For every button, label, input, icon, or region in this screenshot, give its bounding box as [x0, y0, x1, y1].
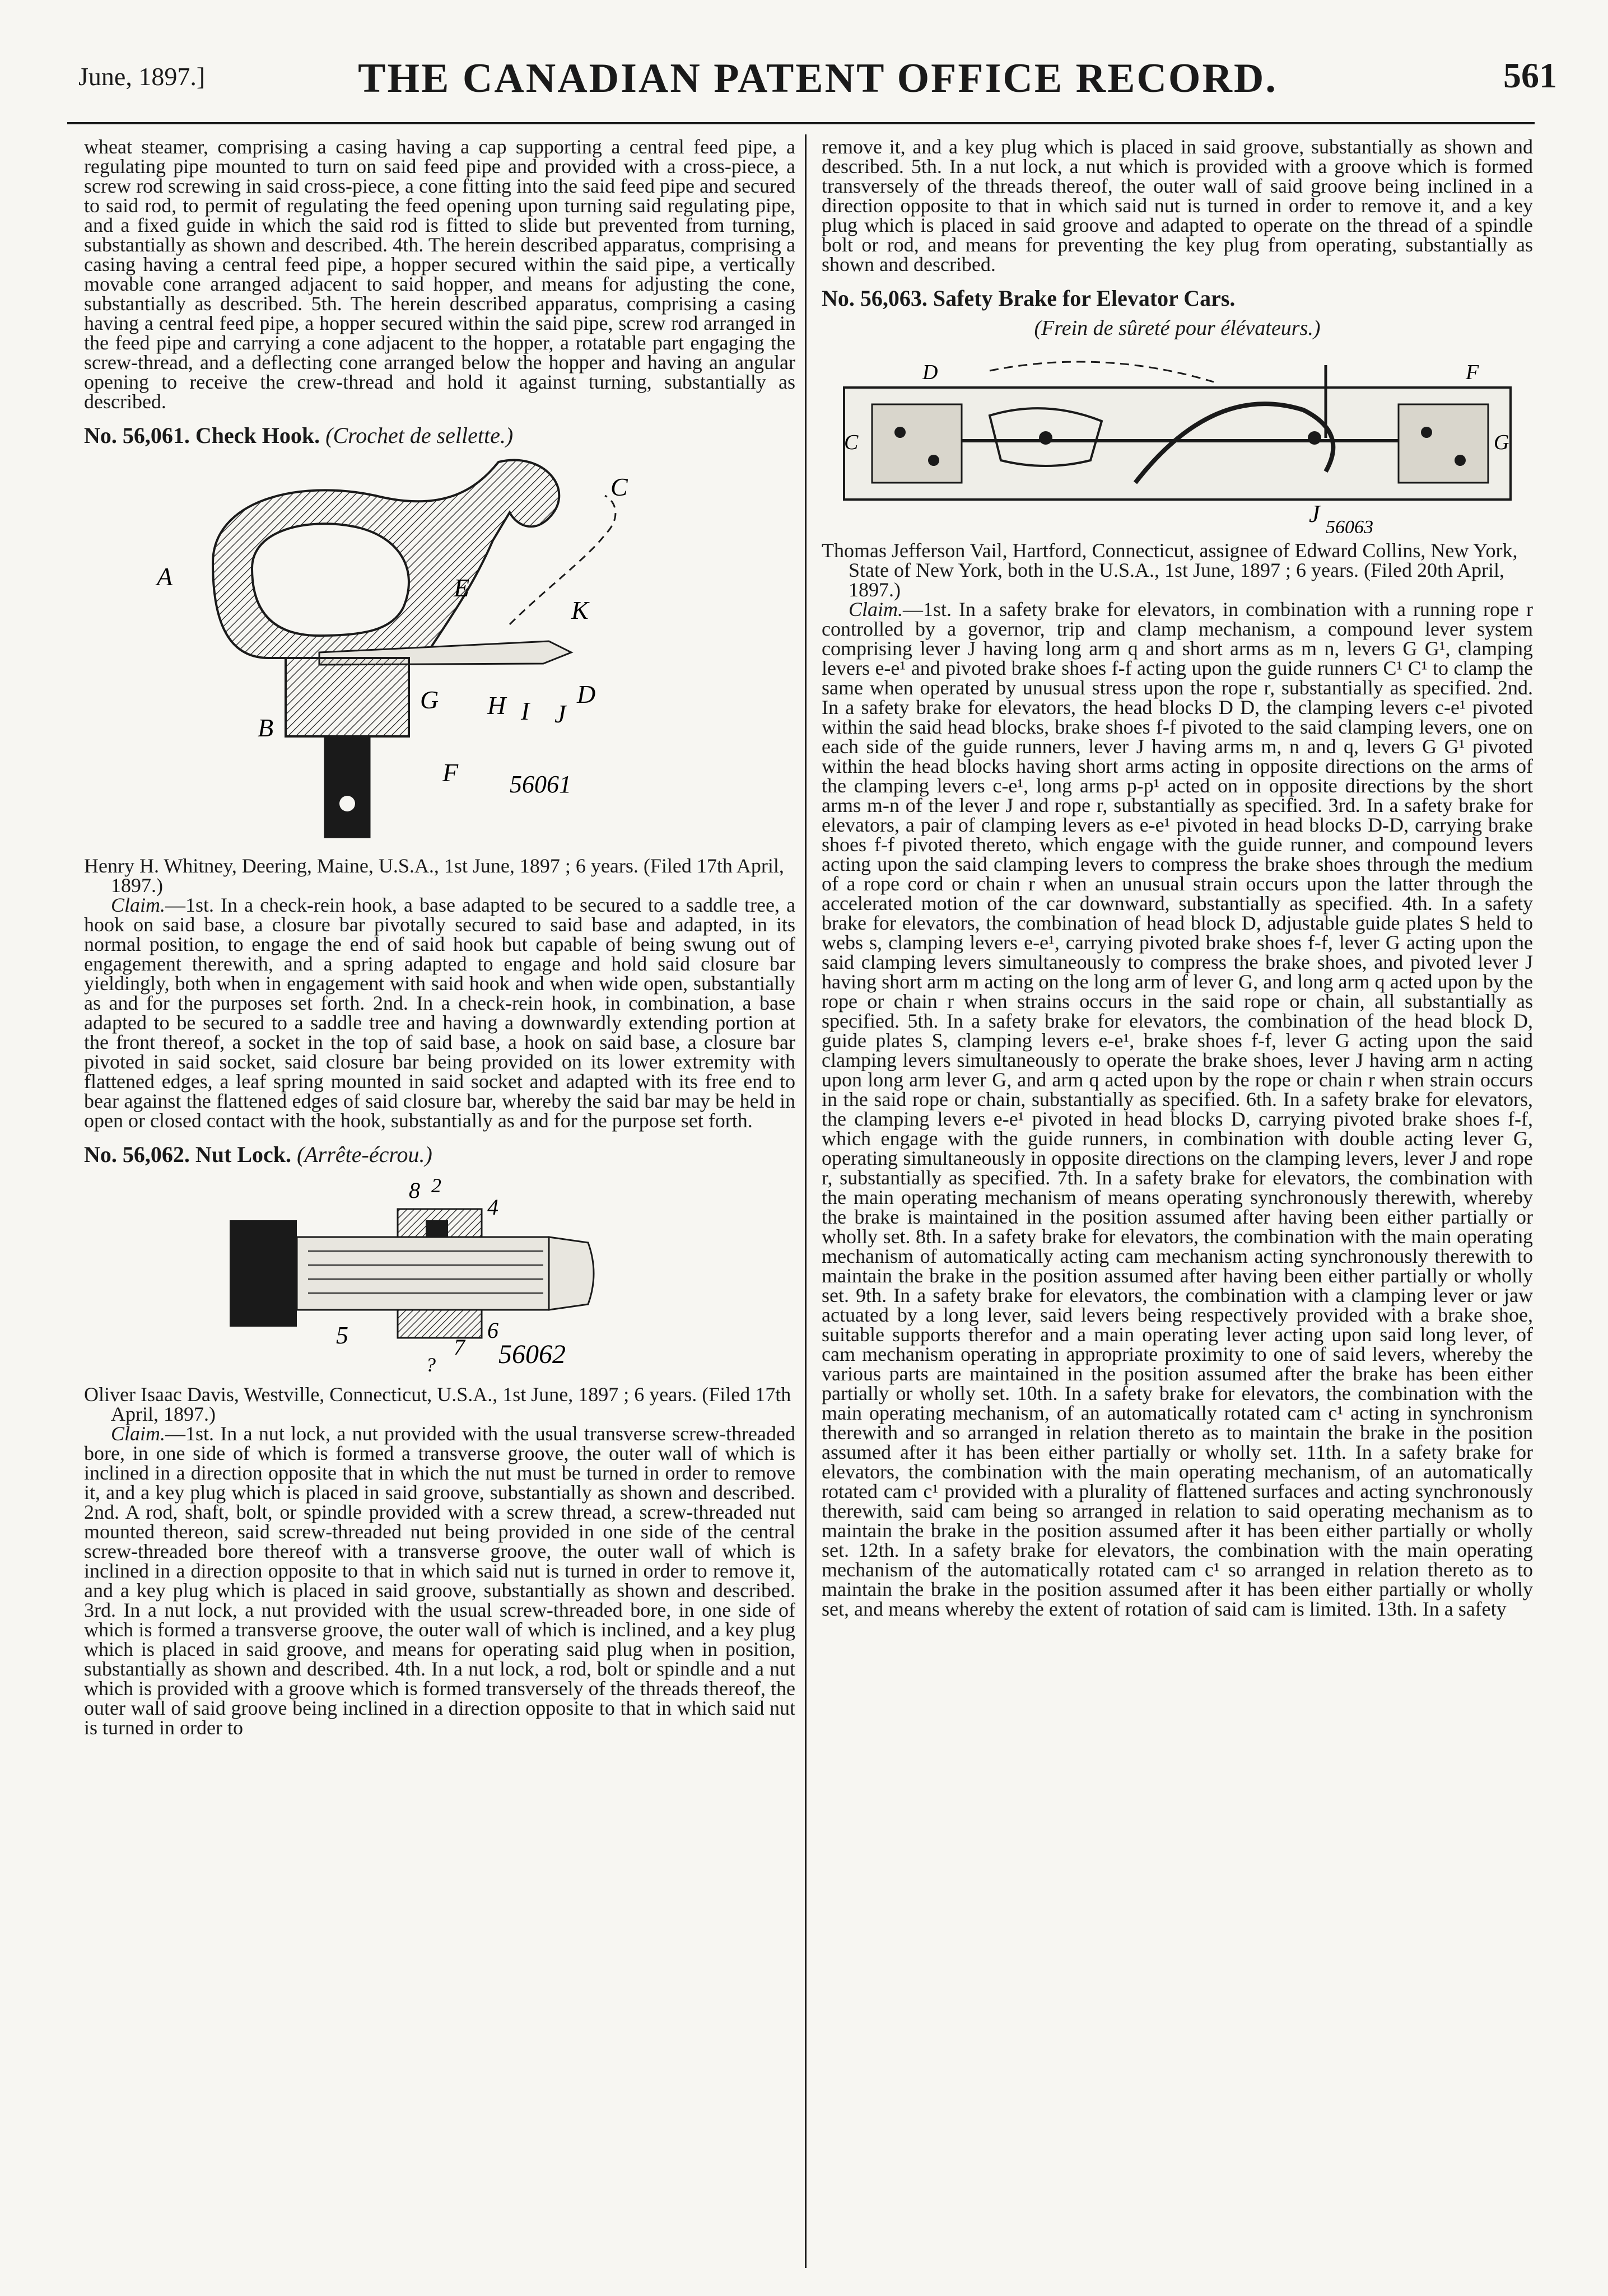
inventor-56061: Henry H. Whitney, Deering, Maine, U.S.A., 1st June, 1897 ; 6 years. (Filed 17th April, 1897.) [84, 855, 784, 897]
check-hook-drawing [84, 456, 795, 848]
fig-label-b: B [258, 713, 274, 742]
patent-56063-heading [822, 286, 1533, 311]
patent-56061-heading [84, 423, 795, 449]
patent-translated-title: (Arrête-écrou.) [297, 1142, 432, 1167]
left-column [84, 137, 795, 1738]
header-rule [67, 122, 1535, 124]
check-hook-figure [84, 456, 795, 848]
fig-label-2: 2 [431, 1175, 441, 1197]
fig-label-i: I [521, 697, 530, 725]
inventor-56063: Thomas Jefferson Vail, Hartford, Connecticut, assignee of Edward Collins, New York, State of New York, both in the U.S.A., 1st June, 1897 ; 6 years. (Filed 20th April, 1897.) [822, 539, 1518, 601]
base-stem-shape [286, 658, 409, 736]
bolt-head-shape [230, 1220, 297, 1327]
patent-number: No. 56,062. [84, 1142, 190, 1167]
continued-text-right: remove it, and a key plug which is placed in said groove, substantially as shown and described. 5th. In a nut lock, a nut which is provided with a groove which is formed transversely of the threads thereof, the outer wall of said groove being inclined in a direction opposite to that in which said nut is turned in order to remove it, and a key plug which is placed in said groove and adapted to operate on the thread of a spindle bolt or rod, and means for preventing the key plug from operating, substantially as shown and described. [822, 136, 1533, 276]
fig-label-g: G [420, 685, 439, 714]
fig-label-j: J [1309, 500, 1320, 528]
rope-position-line [990, 362, 1214, 382]
fig-label-q: ? [426, 1354, 436, 1376]
patent-translated-title: (Crochet de sellette.) [325, 423, 514, 448]
right-column [822, 137, 1533, 1619]
header-page-number: 561 [1503, 55, 1557, 95]
fig-label-k: K [571, 596, 589, 624]
header-date: June, 1897.] [78, 62, 206, 91]
fig-label-h: H [487, 691, 506, 720]
fig-label-g: G [1494, 431, 1509, 454]
fig-label-d: D [922, 361, 938, 384]
hook-opening-shape [252, 524, 409, 636]
fig-label-4: 4 [487, 1194, 498, 1220]
fig-label-e: E [454, 573, 470, 602]
claim-56063 [822, 600, 1533, 1619]
patent-number: No. 56,061. [84, 423, 190, 448]
bolt-tip-shape [549, 1237, 594, 1310]
header-title: THE CANADIAN PATENT OFFICE RECORD. [358, 55, 1278, 101]
fig-label-6: 6 [487, 1318, 498, 1343]
claim-label: Claim. [111, 894, 166, 916]
patent-title: Nut Lock. [195, 1142, 292, 1167]
patent-number: No. 56,063. [822, 286, 927, 311]
fig-label-d: D [577, 680, 596, 708]
fig-caption: 56062 [498, 1340, 566, 1369]
patent-title: Safety Brake for Elevator Cars. [933, 286, 1236, 311]
fig-label-j: J [554, 699, 566, 728]
bolt-shank-shape [297, 1237, 549, 1310]
claim-text: —1st. In a check-rein hook, a base adapted to be secured to a saddle tree, a hook on said base, a closure bar pivotally secured to said base and adapted, in its normal position, to engage the end of said hook but capable of being swung out of engagement therewith, and a spring adapted to engage and hold said closure bar yieldingly, both when in engagement with said hook and when wide open, substantially as and for the purposes set forth. 2nd. In a check-rein hook, in combination, a base adapted to be secured to a saddle tree and having a downwardly extending portion at the front thereof, a socket in the top of said base, a hook on said base, a closure bar pivoted in said socket, said closure bar being provided on its lower extremity with flattened edges, a leaf spring mounted in said socket and adapted with its free end to bear against the flattened edges of said closure bar, whereby the said bar may be held in open or closed contact with the hook, substantially as and for the purpose set forth. [84, 894, 795, 1132]
patent-translated-title: (Frein de sûreté pour élévateurs.) [1034, 316, 1321, 340]
fig-label-c: C [844, 431, 859, 454]
safety-brake-figure [822, 348, 1533, 533]
fig-label-5: 5 [336, 1322, 348, 1349]
fig-label-f: F [1466, 361, 1479, 384]
head-block-right-shape [1399, 404, 1488, 483]
nut-lock-drawing [84, 1175, 795, 1377]
key-plug-shape [426, 1220, 448, 1237]
fig-label-7: 7 [454, 1334, 465, 1360]
claim-56061 [84, 895, 795, 1131]
patent-56062-heading [84, 1142, 795, 1168]
fig-label-8: 8 [409, 1178, 420, 1203]
base-socket-shape [325, 736, 370, 837]
claim-label: Claim. [111, 1422, 166, 1445]
column-divider [805, 134, 807, 2268]
claim-56062 [84, 1424, 795, 1738]
continued-text-left: wheat steamer, comprising a casing having a cap supporting a central feed pipe, a regulating pipe mounted to turn on said feed pipe and provided with a cross-piece, a screw rod screwing in said cross-piece, a cone fitting into the said feed pipe and secured to said rod, to permit of regulating the feed opening upon turning said regulating pipe, and a fixed guide in which the said rod is fitted to slide but prevented from turning, substantially as shown and described. 4th. The herein described apparatus, comprising a casing having a central feed pipe, a hopper secured within the said pipe, a vertically movable cone arranged adjacent to said hopper, and means for adjusting the cone, substantially as described. 5th. The herein described apparatus, comprising a casing having a central feed pipe, a hopper secured within the said pipe, screw rod arranged in the feed pipe and carrying a cone adjacent to the hopper, a rotatable part engaging the screw-thread, and a deflecting cone arranged below the hopper and having an angular opening to receive the crew-thread and hold it against turning, substantially as described. [84, 136, 795, 413]
fig-label-c: C [610, 473, 628, 501]
fig-caption: 56063 [1326, 517, 1373, 533]
claim-text: —1st. In a nut lock, a nut provided with the usual transverse screw-threaded bore, in one side of which is formed a transverse groove, the outer wall of which is inclined in a direction opposite that in which the nut must be turned in order to remove it, and a key plug which is placed in said groove, substantially as shown and described. 2nd. A rod, shaft, bolt, or spindle provided with a screw thread, a screw-threaded nut mounted thereon, said screw-threaded nut being provided in one side of the central screw-threaded bore thereof with a transverse groove, the outer wall of which is inclined in a direction opposite to that in which said nut is turned in order to remove it, and a key plug which is placed in said groove, substantially as shown and described. 3rd. In a nut lock, a nut provided with the usual screw-threaded bore, in one side of which is formed a transverse groove, the outer wall of which is inclined, and a key plug which is placed in said groove, and means for operating said plug when in position, substantially as shown and described. 4th. In a nut lock, a rod, bolt or spindle and a nut which is provided with a groove which is formed transversely of the threads thereof, the outer wall of said groove being inclined in a direction opposite to that in which said nut is turned in order to [84, 1422, 795, 1739]
nut-bottom-shape [398, 1310, 482, 1338]
safety-brake-drawing [822, 348, 1533, 533]
fig-label-f: F [442, 758, 459, 787]
fig-label-a: A [157, 562, 173, 591]
page-header [67, 39, 1568, 101]
socket-bolt-shape [339, 796, 355, 811]
patent-title: Check Hook. [195, 423, 320, 448]
inventor-56062: Oliver Isaac Davis, Westville, Connecticut, U.S.A., 1st June, 1897 ; 6 years. (Filed 17th April, 1897.) [84, 1383, 791, 1425]
claim-text: —1st. In a safety brake for elevators, in combination with a running rope r controlled by a governor, trip and clamp mechanism, a compound lever system comprising lever J having long arm q and short arms as m n, levers G G¹, clamping levers e-e¹ and pivoted brake shoes f-f acting upon the guide runners C¹ C¹ to clamp the same when operated by unusual stress upon the rope r, substantially as specified. 2nd. In a safety brake for elevators, the head blocks D D, the clamping levers c-e¹ pivoted within the said head blocks, brake shoes f-f pivoted to the said clamping levers, one on each side of the guide runners, lever J having arms m, n and q, levers G G¹ pivoted within the head blocks having short arms acting in opposite directions on the arms of the clamping levers c-e¹, long arms p-p¹ acted on in opposite directions by the short arms m-n of the lever J and rope r, substantially as specified. 3rd. In a safety brake for elevators, a pair of clamping levers as e-e¹ pivoted in head blocks D-D, carrying brake shoes f-f pivoted thereto, which engage with the guide runner, and compound levers acting upon the said clamping levers to compress the brake shoes through the medium of a rope cord or chain r when an unusual strain occurs upon the latter through the accelerated motion of the car downward, substantially as specified. 4th. In a safety brake for elevators, the combination of head block D, adjustable guide plates S held to webs s, clamping levers e-e¹, carrying pivoted brake shoes f-f, lever G acting upon the said clamping levers simultaneously to compress the brake shoes, and pivoted lever J having short arm m acting on the long arm of lever G, and long arm q acted upon by the rope or chain r when strains occurs in the said rope or chain, all substantially as specified. 5th. In a safety brake for elevators, the combination of the head block D, guide plates S, clamping levers e-e¹, brake shoes f-f, lever G acting upon the said clamping levers simultaneously to operate the brake shoes, lever J having arm n acting upon long arm lever G, and arm q acted upon by the rope or chain r when strain occurs in the said rope or chain, substantially as specified. 6th. In a safety brake for elevators, the clamping levers e-e¹ pivoted in head blocks D, carrying pivoted brake shoes f-f, which engage with the guide runners, in combination with double acting lever G, operating simultaneously in opposite directions on the clamping levers, lever J and rope r, substantially as specified. 7th. In a safety brake for elevators, the combination with the main operating mechanism of means operating synchronously therewith, whereby the brake is maintained in the position assumed after having been either partially or wholly set. 8th. In a safety brake for elevators, the combination with the main operating mechanism of automatically acting cam mechanism acting synchronously therewith to maintain the brake in the position assumed after having been either partially or wholly set. 9th. In a safety brake for elevators, the combination with a clamping lever or jaw actuated by a long lever, said levers being respectively provided with a brake shoe, suitable supports therefor and a main operating lever acting upon said long lever, of cam mechanism operating in appropriate proximity to one of said levers, whereby the various parts are maintained in the position assumed after the brake has been either partially or wholly set. 10th. In a safety brake for elevators, the combination with the main operating mechanism, of an automatically rotated cam c¹ acting in synchronism therewith and so arranged in relation thereto as to maintain the brake in the position assumed after it has been either partially or wholly set. 11th. In a safety brake for elevators, the combination with the main operating mechanism, of an automatically rotated cam c¹ provided with a plurality of flattened surfaces and acting synchronously therewith, said cam being so arranged in relation to said operating mechanism as to maintain the brake in the position assumed after it has been either partially or wholly set. 12th. In a safety brake for elevators, the combination with the main operating mechanism of the automatically rotated cam c¹ so arranged in relation thereto as to maintain the brake in the position assumed after it has been either partially or wholly set, and means whereby the extent of rotation of said cam is limited. 13th. In a safety [822, 598, 1533, 1620]
fig-caption: 56061 [510, 771, 571, 798]
head-block-left-shape [872, 404, 962, 483]
claim-label: Claim. [849, 598, 903, 620]
nut-lock-figure [84, 1175, 795, 1377]
